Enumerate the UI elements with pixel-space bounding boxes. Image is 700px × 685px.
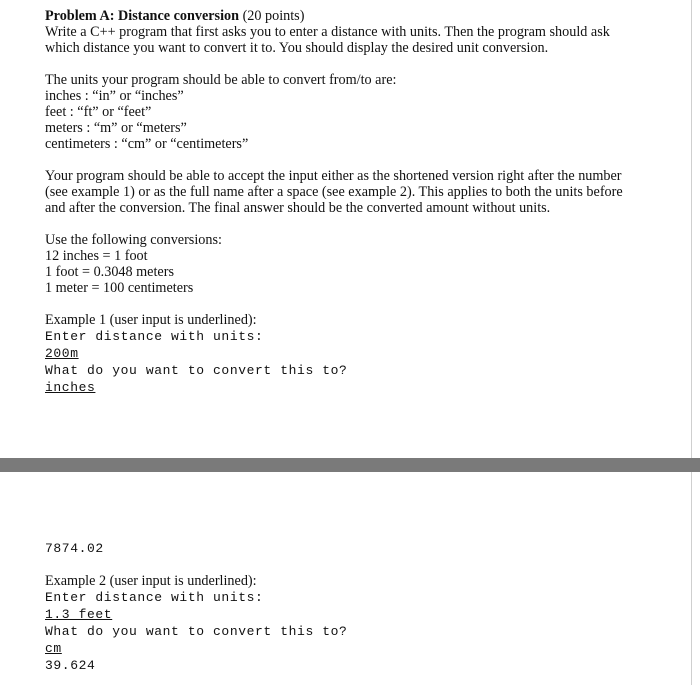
conversion-item: 1 foot = 0.3048 meters	[45, 264, 174, 280]
unit-item: centimeters : “cm” or “centimeters”	[45, 136, 249, 152]
intro-line: which distance you want to convert it to. You should display the desired unit conversion.	[45, 40, 549, 56]
example1-user-input: 200m	[45, 346, 79, 361]
unit-item: inches : “in” or “inches”	[45, 88, 184, 104]
problem-title: Problem A: Distance conversion	[45, 8, 240, 24]
example2-user-input: 1.3 feet	[45, 607, 113, 622]
units-heading: The units your program should be able to convert from/to are:	[45, 72, 397, 88]
conversion-item: 1 meter = 100 centimeters	[45, 280, 194, 296]
unit-item: feet : “ft” or “feet”	[45, 104, 152, 120]
example1-prompt: What do you want to convert this to?	[45, 363, 348, 378]
page-break	[0, 458, 700, 472]
input-rule-line: and after the conversion. The final answer should be the converted amount without units.	[45, 200, 551, 216]
conversion-item: 12 inches = 1 foot	[45, 248, 148, 264]
unit-item: meters : “m” or “meters”	[45, 120, 187, 136]
example2-prompt: What do you want to convert this to?	[45, 624, 348, 639]
problem-heading	[45, 8, 304, 24]
example1-prompt: Enter distance with units:	[45, 329, 264, 344]
conversions-heading: Use the following conversions:	[45, 232, 222, 248]
example2-result: 39.624	[45, 658, 96, 673]
intro-line: Write a C++ program that first asks you to enter a distance with units. Then the program should ask	[45, 24, 610, 40]
example2-user-input: cm	[45, 641, 62, 656]
input-rule-line: (see example 1) or as the full name after a space (see example 2). This applies to both the units before	[45, 184, 623, 200]
example2-prompt: Enter distance with units:	[45, 590, 264, 605]
document-page-2	[0, 472, 692, 685]
problem-points: (20 points)	[242, 8, 305, 24]
example1-heading: Example 1 (user input is underlined):	[45, 312, 257, 328]
example2-heading: Example 2 (user input is underlined):	[45, 573, 257, 589]
example1-user-input: inches	[45, 380, 96, 395]
example1-result: 7874.02	[45, 541, 104, 556]
input-rule-line: Your program should be able to accept the input either as the shortened version right after the number	[45, 168, 622, 184]
